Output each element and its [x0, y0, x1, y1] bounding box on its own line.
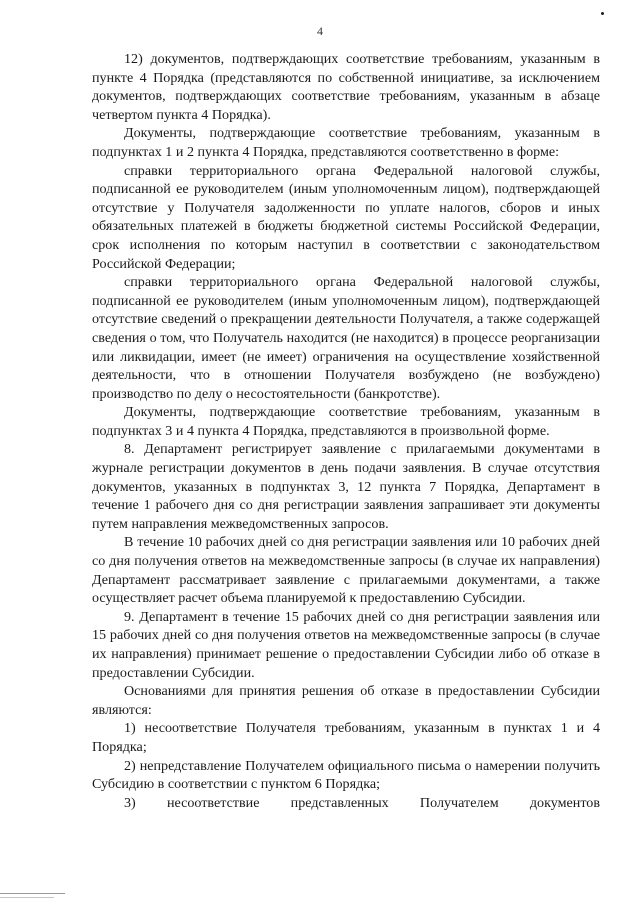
paragraph-clause-8: 8. Департамент регистрирует заявление с прилагаемыми документами в журнале регистрации документов в день подачи заявления. В случае отсутствия документов, указанных в подпунктах 3, 12 пункта 7 Порядка, Департамент в течение 1 рабочего дня со дня регистрации заявления запрашивает эти документы путем направления межведомственных запросов. [92, 441, 600, 532]
paragraph-arbitrary-form: Документы, подтверждающие соответствие требованиям, указанным в подпунктах 3 и 4 пункта 4 Порядка, представляются в произвольной форме. [92, 404, 600, 439]
page-number: 4 [317, 24, 323, 38]
paragraph-ground-1: 1) несоответствие Получателя требованиям, указанным в пунктах 1 и 4 Порядка; [92, 720, 600, 755]
paragraph-refusal-grounds: Основаниями для принятия решения об отказе в предоставлении Субсидии являются: [92, 683, 600, 718]
paragraph-ground-3: 3) несоответствие представленных Получателем документов [124, 794, 600, 811]
scan-speck [601, 12, 604, 15]
paragraph-tax-debt-certificate: справки территориального органа Федеральной налоговой службы, подписанной ее руководителем (иным уполномоченным лицом), подтверждающей отсутствие у Получателя задолженности по уплате налогов, сборов и иных обязательных платежей в бюджеты бюджетной системы Российской Федерации, срок исполнения по которым наступил в соответствии с законодательством Российской Федерации; [92, 162, 600, 272]
paragraph-item-12: 12) документов, подтверждающих соответствие требованиям, указанным в пункте 4 Порядка (представляются по собственной инициативе, за исключением документов, подтверждающих соответствие требованиям, указанным в абзаце четвертом пункта 4 Порядка). [92, 51, 600, 123]
scan-artifact-line [0, 897, 54, 898]
paragraph-clause-9: 9. Департамент в течение 15 рабочих дней со дня регистрации заявления или 15 рабочих дней со дня получения ответов на межведомственные запросы (в случае их направления) принимает решение о предоставлении Субсидии либо об отказе в предоставлении Субсидии. [92, 608, 600, 681]
paragraph-activity-certificate: справки территориального органа Федеральной налоговой службы, подписанной ее руководителем (иным уполномоченным лицом), подтверждающей отсутствие сведений о прекращении деятельности Получателя, а также содержащей сведения о том, что Получатель находится (не находится) в процессе реорганизации или ликвидации, имеет (не имеет) ограничения на осуществление хозяйственной деятельности, что в отношении Получателя возбуждено (не возбуждено) производство по делу о несостоятельности (банкротстве). [92, 274, 600, 402]
scan-artifact-line [0, 893, 65, 894]
paragraph-review-period: В течение 10 рабочих дней со дня регистрации заявления или 10 рабочих дней со дня получения ответов на межведомственные запросы (в случае их направления) Департамент рассматривает заявление с прилагаемыми документами, а также осуществляет расчет объема планируемой к предоставлению Субсидии. [92, 534, 600, 607]
paragraph-documents-form: Документы, подтверждающие соответствие требованиям, указанным в подпунктах 1 и 2 пункта 4 Порядка, представляются соответственно в форме: [92, 125, 600, 160]
paragraph-ground-2: 2) непредставление Получателем официального письма о намерении получить Субсидию в соответствии с пунктом 6 Порядка; [92, 757, 600, 793]
